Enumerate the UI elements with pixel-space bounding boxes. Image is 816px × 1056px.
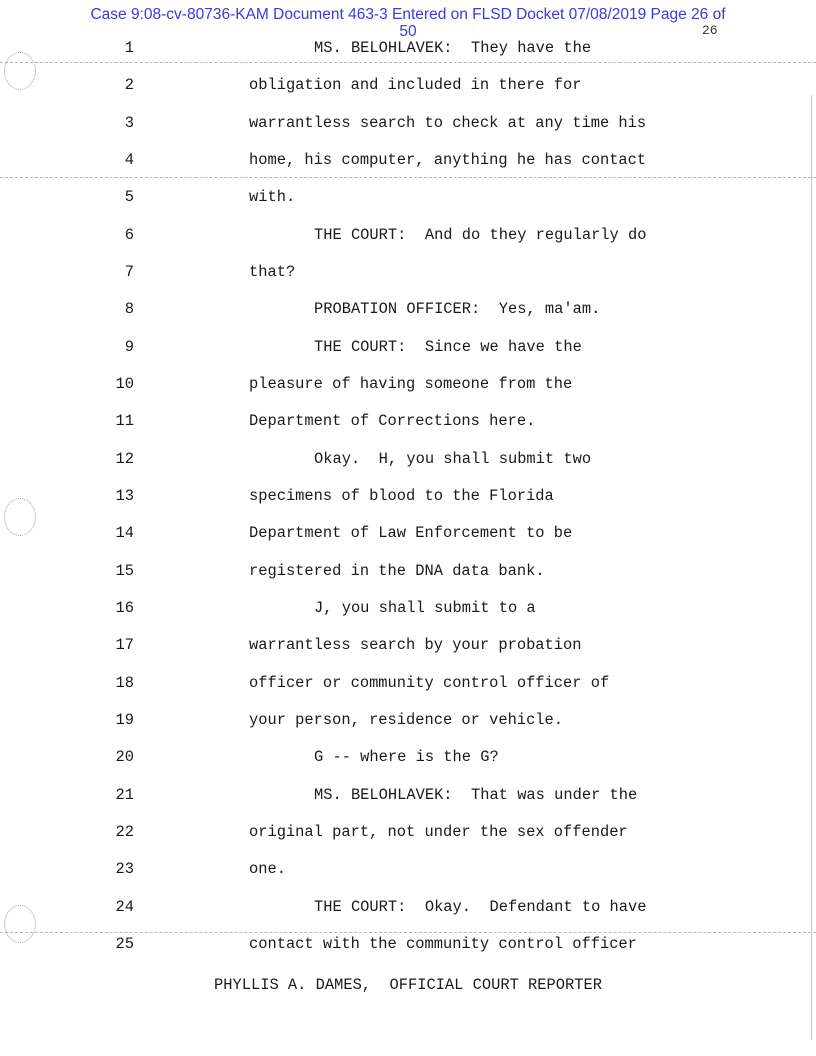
line-text: one. [249, 860, 286, 879]
line-text: original part, not under the sex offender [249, 822, 628, 841]
scan-rule-bottom [0, 932, 816, 933]
line-number: 12 [115, 449, 134, 468]
line-number: 10 [115, 374, 134, 393]
line-number: 23 [115, 860, 134, 879]
line-text: your person, residence or vehicle. [249, 710, 564, 729]
transcript-line [0, 75, 816, 95]
line-number: 1 [124, 39, 134, 57]
line-text: with. [249, 188, 296, 207]
line-number: 8 [124, 300, 134, 319]
transcript-line [0, 299, 816, 319]
line-text: THE COURT: Since we have the [314, 337, 582, 356]
line-number: 21 [115, 785, 134, 804]
transcript-line [0, 859, 816, 879]
line-number: 9 [124, 337, 134, 356]
transcript-line [0, 225, 816, 245]
docket-header-line-1: Case 9:08-cv-80736-KAM Document 463-3 Entered on FLSD Docket 07/08/2019 Page 26 of [90, 6, 726, 23]
transcript-line [0, 486, 816, 506]
line-number: 6 [124, 225, 134, 244]
line-text: J, you shall submit to a [314, 598, 536, 617]
court-reporter-footer: PHYLLIS A. DAMES, OFFICIAL COURT REPORTER [214, 976, 602, 994]
line-number: 17 [115, 636, 134, 655]
transcript-line [0, 897, 816, 917]
transcript-line [0, 38, 816, 58]
transcript-page-number: 26 [702, 23, 718, 38]
line-number: 13 [115, 486, 134, 505]
line-number: 16 [115, 598, 134, 617]
line-number: 14 [115, 524, 134, 543]
line-text: MS. BELOHLAVEK: That was under the [314, 785, 638, 804]
transcript-line [0, 374, 816, 394]
transcript-line [0, 523, 816, 543]
line-number: 11 [115, 412, 134, 431]
transcript-line [0, 561, 816, 581]
line-number: 4 [124, 150, 134, 169]
transcript-line [0, 822, 816, 842]
line-text: THE COURT: And do they regularly do [314, 225, 647, 244]
line-text: that? [249, 262, 296, 281]
line-text: G -- where is the G? [314, 748, 499, 767]
line-number: 18 [115, 673, 134, 692]
line-number: 2 [124, 76, 134, 95]
line-number: 22 [115, 822, 134, 841]
line-text: PROBATION OFFICER: Yes, ma'am. [314, 300, 601, 319]
transcript-line [0, 673, 816, 693]
line-text: registered in the DNA data bank. [249, 561, 545, 580]
line-number: 5 [124, 188, 134, 207]
line-text: warrantless search by your probation [249, 636, 582, 655]
transcript-line [0, 785, 816, 805]
transcript-line [0, 449, 816, 469]
transcript-line [0, 710, 816, 730]
line-text: contact with the community control officer [249, 934, 637, 953]
transcript-line [0, 150, 816, 170]
line-text: Department of Law Enforcement to be [249, 524, 573, 543]
scan-rule-line-6 [0, 177, 816, 178]
line-text: officer or community control officer of [249, 673, 610, 692]
line-text: specimens of blood to the Florida [249, 486, 554, 505]
transcript-line [0, 411, 816, 431]
scan-rule-top [0, 62, 816, 63]
transcript-line [0, 598, 816, 618]
transcript-line [0, 934, 816, 954]
docket-header-line-2: 50 [399, 23, 417, 40]
line-text: Okay. H, you shall submit two [314, 449, 592, 468]
line-text: Department of Corrections here. [249, 412, 536, 431]
line-number: 3 [124, 113, 134, 132]
transcript-line [0, 262, 816, 282]
transcript-line [0, 747, 816, 767]
line-number: 19 [115, 710, 134, 729]
line-text: warrantless search to check at any time his [249, 113, 647, 132]
line-number: 7 [124, 262, 134, 281]
line-text: pleasure of having someone from the [249, 374, 573, 393]
line-number: 20 [115, 748, 134, 767]
line-number: 24 [115, 897, 134, 916]
transcript-line [0, 187, 816, 207]
line-number: 25 [115, 934, 134, 953]
line-text: home, his computer, anything he has contact [249, 150, 647, 169]
line-text: THE COURT: Okay. Defendant to have [314, 897, 647, 916]
transcript-line [0, 113, 816, 133]
line-text: MS. BELOHLAVEK: They have the [314, 39, 592, 57]
docket-header [0, 6, 816, 40]
line-number: 15 [115, 561, 134, 580]
transcript-line [0, 337, 816, 357]
line-text: obligation and included in there for [249, 76, 582, 95]
transcript-line [0, 635, 816, 655]
